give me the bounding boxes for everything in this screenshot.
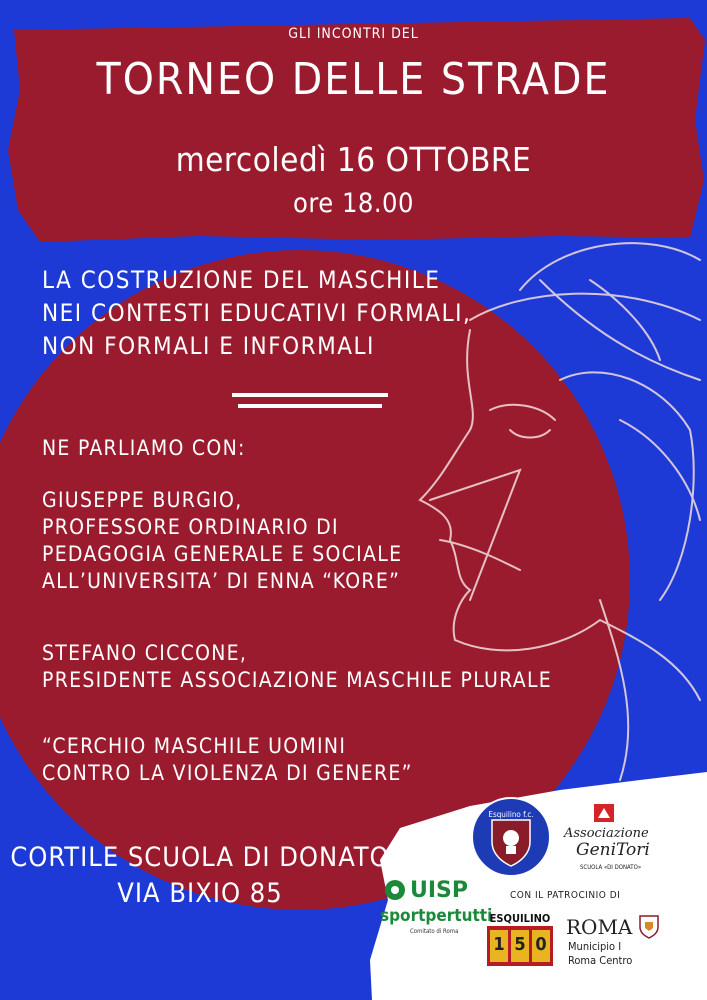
genitori-line-2: GeniTori xyxy=(576,840,650,860)
topic-line: NEI CONTESTI EDUCATIVI FORMALI, xyxy=(42,299,472,327)
esquilino-150-digit: 0 xyxy=(535,934,547,955)
speaker-2 xyxy=(42,640,552,694)
venue xyxy=(0,840,400,912)
speaker-3-line: CONTRO LA VIOLENZA DI GENERE” xyxy=(42,761,413,785)
esquilino-150-digit: 5 xyxy=(514,934,526,955)
speaker-1-line: ALL’UNIVERSITA’ DI ENNA “KORE” xyxy=(42,569,401,593)
esquilino-150-logo xyxy=(487,912,553,968)
speaker-2-line: PRESIDENTE ASSOCIAZIONE MASCHILE PLURALE xyxy=(42,668,553,692)
genitori-line-3: SCUOLA «DI DONATO» xyxy=(580,864,642,871)
speaker-1-line: PEDAGOGIA GENERALE E SOCIALE xyxy=(42,542,403,566)
divider-line-1 xyxy=(232,393,388,397)
esquilino-fc-logo xyxy=(470,796,552,878)
speakers-intro: NE PARLIAMO CON: xyxy=(42,436,246,460)
roma-crest-icon xyxy=(638,913,660,939)
topic-line: NON FORMALI E INFORMALI xyxy=(42,332,375,360)
esquilino-fc-label: Esquilino f.c. xyxy=(488,810,534,819)
pretitle: GLI INCONTRI DEL xyxy=(288,26,419,42)
speaker-3-line: “CERCHIO MASCHILE UOMINI xyxy=(42,734,347,758)
genitori-line-1: Associazione xyxy=(564,826,649,841)
event-title: TORNEO DELLE STRADE xyxy=(96,54,611,105)
event-time: ore 18.00 xyxy=(293,188,414,219)
esquilino-150-title: ESQUILINO xyxy=(489,912,551,925)
municipio-line-2: Roma Centro xyxy=(568,954,633,967)
speaker-1-line: PROFESSORE ORDINARIO DI xyxy=(42,515,339,539)
topic-line: LA COSTRUZIONE DEL MASCHILE xyxy=(42,266,441,294)
venue-line-1: CORTILE SCUOLA DI DONATO xyxy=(10,842,390,873)
uisp-logo xyxy=(380,878,493,948)
speaker-1-line: GIUSEPPE BURGIO, xyxy=(42,488,243,512)
municipio-line-1: Municipio I xyxy=(568,940,622,953)
speaker-2-line: STEFANO CICCONE, xyxy=(42,641,248,665)
speaker-3 xyxy=(42,733,413,787)
uisp-sub: Comitato di Roma xyxy=(410,928,459,935)
speaker-1 xyxy=(42,487,402,595)
roma-label: ROMA xyxy=(566,915,633,939)
uisp-tagline: sportpertutti xyxy=(380,906,493,926)
uisp-label: UISP xyxy=(410,878,469,903)
patronage-label: CON IL PATROCINIO DI xyxy=(510,890,621,901)
divider-line-2 xyxy=(238,404,382,408)
event-date: mercoledì 16 OTTOBRE xyxy=(175,140,532,179)
venue-line-2: VIA BIXIO 85 xyxy=(117,878,283,909)
associazione-genitori-logo xyxy=(564,800,684,880)
esquilino-150-digit: 1 xyxy=(493,934,505,955)
topic-heading xyxy=(42,264,471,363)
